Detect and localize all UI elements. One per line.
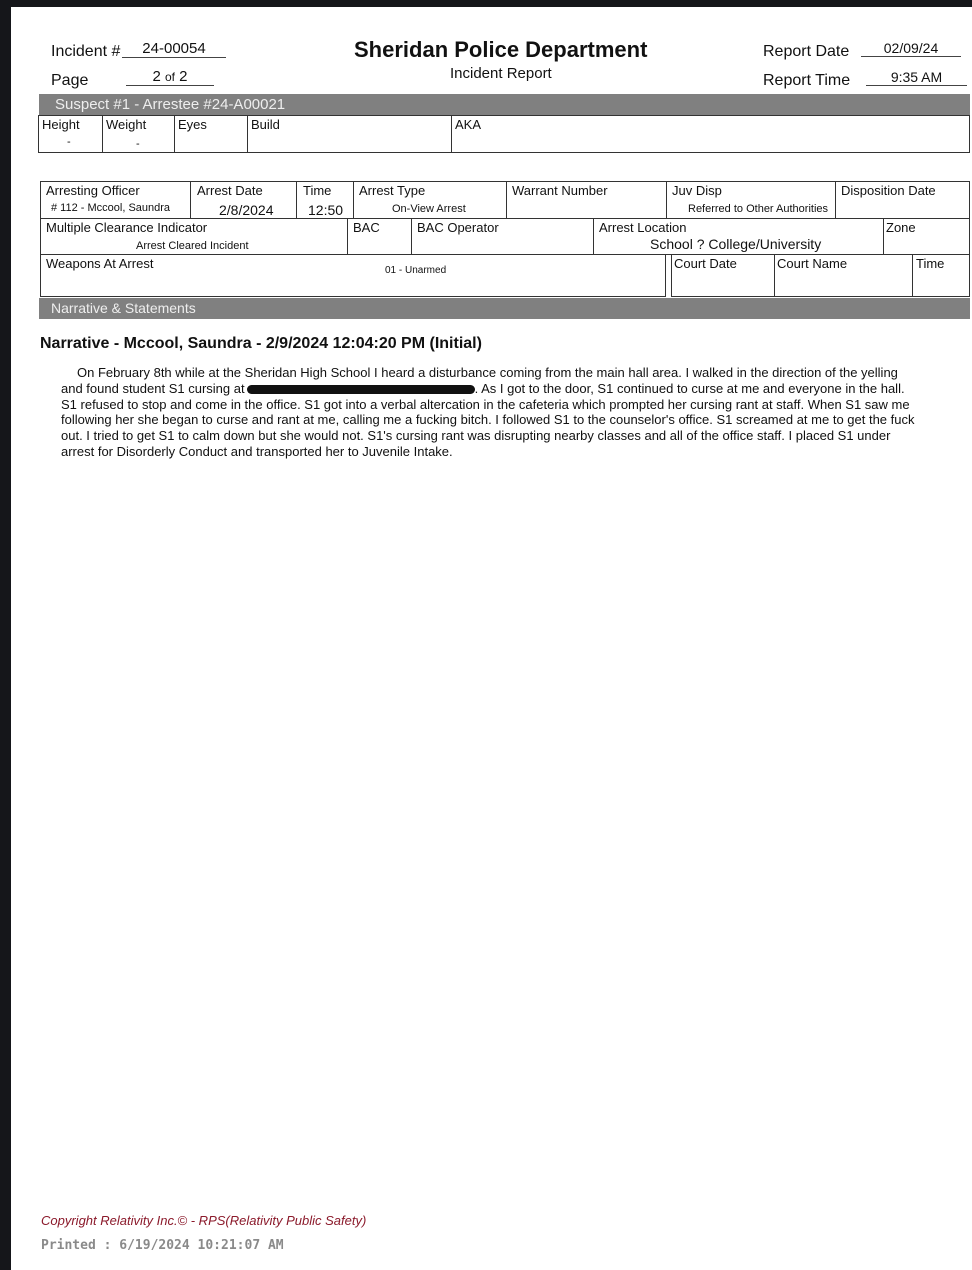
court-date-field — [671, 254, 775, 297]
narrative-section-title: Narrative & Statements — [51, 300, 196, 316]
arrest-type-field — [353, 181, 507, 219]
warrant-number-label: Warrant Number — [512, 183, 608, 198]
narrative-text-part2: . As I got to the door, S1 continued to curse at me and everyone in the hall. S1 refused to stop and come in the office. S1 got into a verbal altercation in the cafeteria which prompted her cursing rant at staff. When S1 saw me following her she began to curse and rant at me, calling me a fucking bitch. I followed S1 to the counselor's office. S1 screamed at me to get the fuck out. I tried to get S1 to calm down but she would not. S1's cursing rant was disrupting nearby classes and all of the office staff. I placed S1 under arrest for Disorderly Conduct and transported her to Juvenile Intake. — [61, 380, 915, 459]
weight-label: Weight — [106, 117, 147, 132]
printed-timestamp: Printed : 6/19/2024 10:21:07 AM — [41, 1238, 284, 1253]
arrest-type-value: On-View Arrest — [392, 203, 466, 215]
page-of: of — [164, 70, 175, 84]
arrest-time-label: Time — [303, 183, 332, 198]
multiple-clearance-field — [40, 218, 348, 255]
page-current: 2 — [152, 68, 161, 85]
arrest-time-field — [296, 181, 354, 219]
juv-disp-value: Referred to Other Authorities — [688, 203, 829, 215]
report-time-value: 9:35 AM — [866, 69, 967, 86]
arrest-location-field — [593, 218, 884, 255]
zone-label: Zone — [886, 220, 916, 235]
multiple-clearance-label: Multiple Clearance Indicator — [46, 220, 208, 235]
weapons-value: 01 - Unarmed — [385, 265, 447, 276]
narrative-text-part1: On February 8th while at the Sheridan High School I heard a disturbance coming from the main hall area. I walked in the direction of the yelling and found student S1 cursing at — [61, 365, 898, 396]
height-label: Height — [42, 117, 80, 132]
suspect-section-title: Suspect #1 - Arrestee #24-A00021 — [55, 96, 286, 113]
arrest-location-value: School ? College/University — [650, 236, 822, 252]
court-name-label: Court Name — [777, 256, 848, 271]
redaction-mark — [247, 385, 475, 394]
juv-disp-label: Juv Disp — [672, 183, 722, 198]
narrative-section-bar — [39, 298, 970, 319]
build-field — [247, 115, 452, 153]
arrest-type-label: Arrest Type — [359, 183, 426, 198]
report-page — [11, 7, 972, 1270]
bac-operator-label: BAC Operator — [417, 220, 499, 235]
multiple-clearance-value: Arrest Cleared Incident — [136, 240, 249, 252]
report-time-label: Report Time — [763, 72, 851, 89]
aka-label: AKA — [455, 117, 482, 132]
eyes-label: Eyes — [178, 117, 207, 132]
narrative-heading: Narrative - Mccool, Saundra - 2/9/2024 12:04:20 PM (Initial) — [40, 335, 482, 352]
court-name-field — [774, 254, 913, 297]
bac-field — [347, 218, 412, 255]
incident-number-label: Incident # — [51, 43, 121, 60]
arrest-date-label: Arrest Date — [197, 183, 263, 198]
bac-operator-field — [411, 218, 594, 255]
bac-label: BAC — [353, 220, 380, 235]
narrative-body — [61, 365, 921, 460]
arresting-officer-value: # 112 - Mccool, Saundra — [51, 202, 171, 214]
arrest-location-label: Arrest Location — [599, 220, 687, 235]
page-number — [126, 68, 214, 86]
weight-value: - — [136, 138, 140, 150]
incident-number-value: 24-00054 — [122, 40, 226, 58]
page-label: Page — [51, 72, 89, 89]
arrest-date-value: 2/8/2024 — [219, 202, 274, 218]
disposition-date-field — [835, 181, 970, 219]
weapons-field — [40, 254, 666, 297]
zone-field — [883, 218, 970, 255]
report-date-value: 02/09/24 — [861, 40, 961, 57]
arrest-date-field — [190, 181, 297, 219]
weight-field — [102, 115, 175, 153]
aka-field — [451, 115, 970, 153]
arresting-officer-label: Arresting Officer — [46, 183, 140, 198]
arresting-officer-field — [40, 181, 191, 219]
eyes-field — [174, 115, 248, 153]
weapons-label: Weapons At Arrest — [46, 256, 154, 271]
copyright-notice: Copyright Relativity Inc.© - RPS(Relativity Public Safety) — [41, 1213, 367, 1228]
juv-disp-field — [666, 181, 836, 219]
report-subtitle: Incident Report — [450, 65, 552, 82]
height-value: - — [67, 136, 71, 148]
arrest-time-value: 12:50 — [308, 202, 344, 218]
department-title: Sheridan Police Department — [354, 37, 648, 62]
build-label: Build — [251, 117, 280, 132]
court-time-label: Time — [916, 256, 945, 271]
court-date-label: Court Date — [674, 256, 737, 271]
suspect-section-bar — [39, 94, 970, 115]
court-time-field — [912, 254, 970, 297]
disposition-date-label: Disposition Date — [841, 183, 936, 198]
report-date-label: Report Date — [763, 43, 850, 60]
page-total: 2 — [179, 68, 188, 85]
warrant-number-field — [506, 181, 667, 219]
height-field — [38, 115, 103, 153]
